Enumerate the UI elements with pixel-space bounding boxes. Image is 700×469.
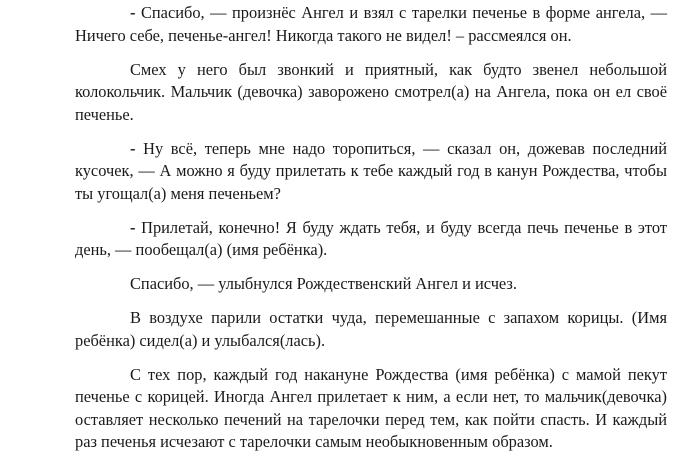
- dialogue-dash: -: [130, 138, 144, 158]
- document-page: [75, 2, 667, 465]
- dialogue-dash: -: [130, 217, 142, 237]
- paragraph-text: В воздухе парили остатки чуда, перемешанные с запахом корицы. (Имя ребёнка) сидел(а) и улыбался(лась).: [75, 308, 667, 350]
- paragraph-2: [75, 59, 667, 127]
- paragraph-5: [75, 273, 667, 296]
- paragraph-3: [75, 138, 667, 206]
- dialogue-dash: -: [130, 3, 141, 22]
- paragraph-4: [75, 217, 667, 262]
- paragraph-text: Спасибо, — произнёс Ангел и взял с тарелки печенье в форме ангела, — Ничего себе, печенье-ангел! Никогда такого не видел! – рассмеялся он.: [75, 3, 667, 45]
- paragraph-text: Ну всё, теперь мне надо торопиться, — сказал он, дожевав последний кусочек, — А можно я буду прилетать к тебе каждый год в канун Рождества, чтобы ты угощал(а) меня печеньем?: [75, 138, 667, 203]
- paragraph-7: [75, 364, 667, 454]
- paragraph-text: Смех у него был звонкий и приятный, как будто звенел небольшой колокольчик. Мальчик (девочка) заворожено смотрел(а) на Ангела, пока он ел своё печенье.: [75, 59, 667, 124]
- paragraph-text: С тех пор, каждый год накануне Рождества (имя ребёнка) с мамой пекут печенье с корицей. Иногда Ангел прилетает к ним, а если нет, то мальчик(девочка) оставляет несколько печений на тарелочки перед тем, как пойти спасть. И каждый раз печенья исчезают с тарелочки самым необыкновенным образом.: [75, 364, 667, 451]
- paragraph-text: Спасибо, — улыбнулся Рождественский Ангел и исчез.: [130, 274, 517, 293]
- paragraph-text: Прилетай, конечно! Я буду ждать тебя, и буду всегда печь печенье в этот день, — пообещал(а) (имя ребёнка).: [75, 217, 667, 259]
- paragraph-1: [75, 2, 667, 47]
- paragraph-6: [75, 307, 667, 352]
